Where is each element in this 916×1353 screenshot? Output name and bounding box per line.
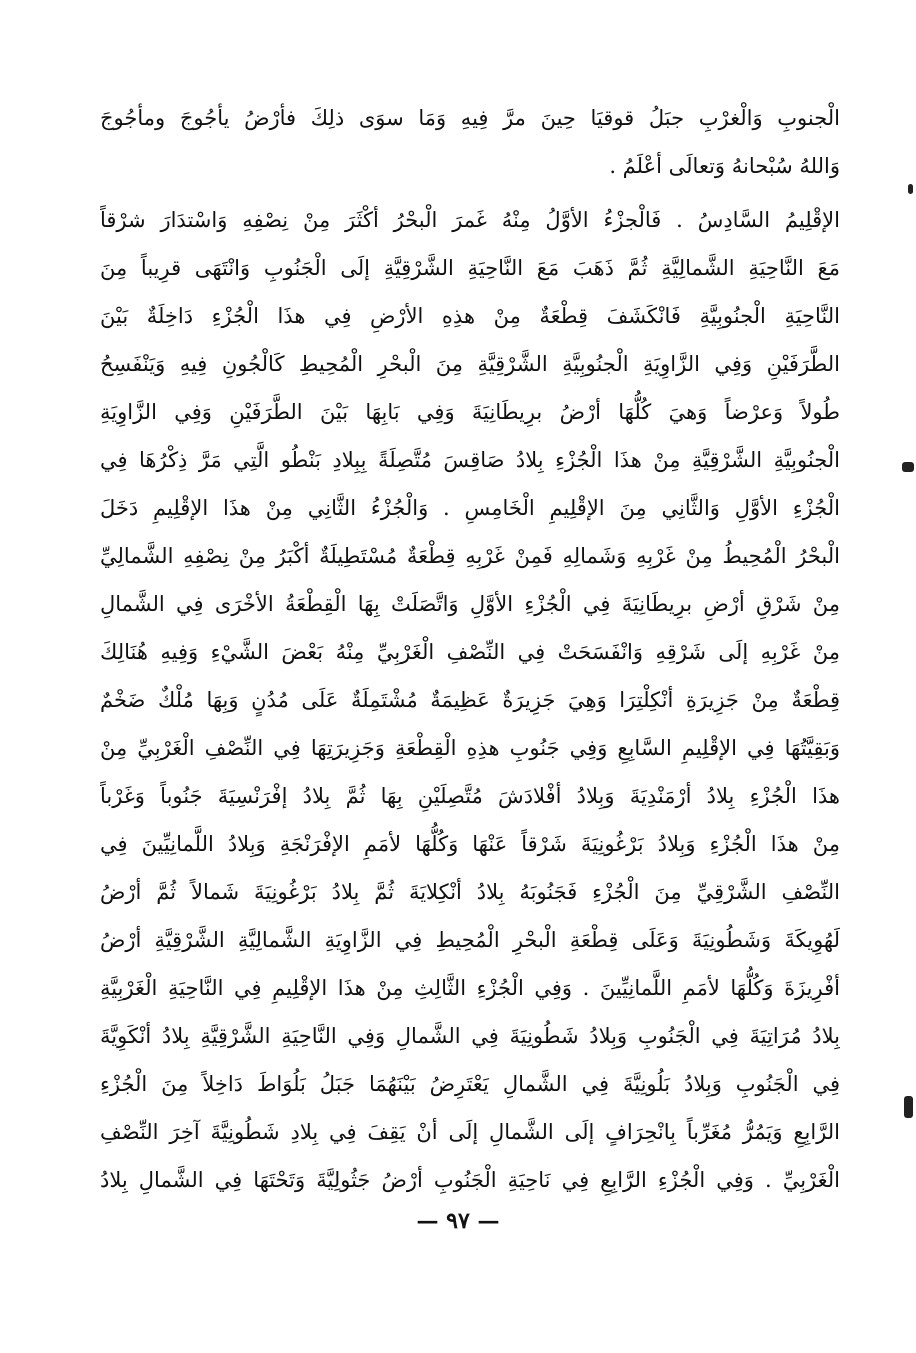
text-line: الإقْلِيمُ السَّادِسُ . فَالْجزْءُ الأوَّلُ مِنْهُ غَمرَ الْبحْرُ أكْثَرَ مِنْ نِصْفِهِ وَاسْتدَارَ شرْقاً bbox=[100, 208, 840, 232]
text-line: الْبحْرُ الْمُحِيطُ مِنْ غَرْبِهِ وَشَمالِهِ فَمِنْ غَرْبِهِ قِطْعَةٌ مُسْتَطِيلَةٌ أكْبَرُ مِنْ نِصْفِهِ الشَّمالِيِّ bbox=[100, 544, 840, 568]
scan-edge-mark bbox=[902, 462, 914, 472]
text-line: بِلادُ مُرَاتِيَةَ فِي الْجَنُوبِ وَبِلادُ شَطُونِيَةَ فِي الشَّمالِ وَفِي النَّاحِيَةِ الشَّرْقِيَّةِ بِلادُ أنْكَوِيَّةَ bbox=[100, 1024, 840, 1048]
page-number: — ٩٧ — bbox=[416, 1208, 500, 1234]
text-line: وَاللهُ سُبْحانهُ وَتعالَى أعْلَمُ . bbox=[609, 154, 840, 178]
text-line: الْجنوبِ وَالْغرْبِ جبَلُ قوقيَا حِينَ مرَّ فِيهِ وَمَا سوَى ذلِكَ فأرْضُ يأجُوجَ ومأجُوجَ bbox=[100, 106, 840, 130]
text-line: الرَّابِعِ وَيَمُرُّ مُغَرِّباً بِانْحِرَافٍ إلَى الشَّمالِ إلَى أنْ يَقِفَ فِي بِلادِ شَطُونِيَّةَ آخِرَ النِّصْفِ bbox=[100, 1120, 840, 1144]
text-line: وَبَقِيَّتُهَا فِي الإقْلِيمِ السَّابِعِ وَفِي جَنُوبِ هذِهِ الْقِطْعَةِ وَجَزِيرَتِهَا فِي النِّصْفِ الْغَرْبِيِّ مِنْ bbox=[100, 736, 840, 760]
scan-edge-mark bbox=[904, 1096, 913, 1118]
text-line: أفْرِيزَةَ وَكُلُّهَا لأمَمِ اللَّمانِيِّينَ . وَفِي الْجُزْءِ الثَّالِثِ مِنْ هذَا الإقْلِيمِ فِي النَّاحِيَةِ الْغَرْبِيَّةِ bbox=[100, 976, 840, 1000]
text-line: قِطْعَةٌ مِنْ جَزِيرَةِ أنْكِلْتِرَا وَهِيَ جَزِيرَةٌ عَظِيمَةٌ مُشْتَمِلَةٌ عَلَى مُدُنٍ وَبِهَا مُلْكٌ ضَخْمٌ bbox=[100, 688, 840, 712]
text-line: طُولاً وَعرْضاً وَهيَ كُلُّهَا أرْضُ برِيطَانِيَةَ وَفِي بَابِهَا بَيْنَ الطَّرَفَيْنِ وَفِي الزَّاوِيَةِ bbox=[100, 400, 840, 424]
text-line: مِنْ غَرْبِهِ إلَى شَرْقِهِ وَانْفَسَحَتْ فِي النِّصْفِ الْغَرْبِيِّ مِنْهُ بَعْضَ الشَّيْءِ وَفِيهِ هُنَالِكَ bbox=[100, 640, 840, 664]
paragraph-continuation bbox=[100, 94, 840, 190]
text-line: لَهُوِيكَةَ وَشَطُونِيَةَ وَعَلَى قِطْعَةِ الْبحْرِ الْمُحِيطِ فِي الزَّاوِيَةِ الشَّمالِيَّةِ الشَّرْقِيَّةِ أرْضُ bbox=[100, 928, 840, 952]
text-line: الطَّرَفَيْنِ وَفِي الزَّاوِيَةِ الْجنُوبِيَّةِ الشَّرْقِيَّةِ مِنَ الْبحْرِ الْمُحِيطِ كَالْجُونِ فِيهِ وَيَنْفَسِحُ bbox=[100, 352, 840, 376]
text-line: الْغَرْبِيِّ . وَفِي الْجُزْءِ الرَّابِعِ فِي نَاحِيَةِ الْجَنُوبِ أرْضُ جَثُولِيَّةَ وَتَحْتَهَا فِي الشَّمالِ بِلادُ bbox=[100, 1168, 840, 1192]
text-line: مِنْ هذَا الْجُزْءِ وَبِلادُ بَرْغُونِيَةَ شَرْقاً عَنْهَا وَكُلُّهَا لأمَمِ الإفْرَنْجَةِ وَبِلادُ اللَّمانِيِّينَ فِي bbox=[100, 832, 840, 856]
paragraph-sixth-clime bbox=[100, 196, 840, 1204]
text-line: فِي الْجَنُوبِ وَبِلادُ بَلُونِيَّةَ فِي الشَّمالِ يَعْتَرِضُ بَيْنَهُمَا جَبَلُ بَلُوَاطَ دَاخِلاً مِنَ الْجُزْءِ bbox=[100, 1072, 840, 1096]
text-line: النَّاحِيَةِ الْجنُوبِيَّةِ فَانْكَشَفَ قِطْعَةٌ مِنْ هذِهِ الأرْضِ فِي هذَا الْجُزْءِ دَاخِلَةٌ بَيْنَ bbox=[100, 304, 840, 328]
scan-edge-mark bbox=[908, 184, 913, 194]
text-line: النِّصْفِ الشَّرْقِيِّ مِنَ الْجُزْءِ فَجَنُوبَهُ بِلادُ أنْكِلايَةَ ثُمَّ بِلادُ بَرْغُونِيَةَ شَمالاً ثُمَّ أرْضُ bbox=[100, 880, 840, 904]
text-line: هذَا الْجُزْءِ بِلادُ أرْمَنْدِيَةَ وَبِلادُ أفْلادَشَ مُتَّصِلَيْنِ بِهَا ثُمَّ بِلادُ إفْرَنْسِيَةَ جَنُوباً وَغَرْباً bbox=[100, 784, 840, 808]
text-line: الْجُزْءِ الأوَّلِ وَالثَّانِي مِنَ الإقْلِيمِ الْخَامِسِ . وَالْجُزْءُ الثَّانِي مِنْ هذَا الإقْلِيمِ دَخَلَ bbox=[100, 496, 840, 520]
text-line: مَعَ النَّاحِيَةِ الشَّمالِيَّةِ ثُمَّ ذَهَبَ مَعَ النَّاحِيَةِ الشَّرْقِيَّةِ إلَى الْجَنُوبِ وَانْتَهَى قرِيباً مِنَ bbox=[100, 256, 840, 280]
text-line: الْجنُوبِيَّةِ الشَّرْقِيَّةِ مِنْ هذَا الْجُزْءِ بِلادُ صَاقِسَ مُتَّصِلَةً بِبِلادِ بَنْطُو الَّتِي مَرَّ ذِكْرُهَا فِي bbox=[100, 448, 840, 472]
text-line: مِنْ شَرْقِ أرْضِ برِيطَانِيَةَ فِي الْجُزْءِ الأوَّلِ وَاتَّصَلَتْ بِهَا الْقِطْعَةُ الأخْرَى فِي الشَّمالِ bbox=[100, 592, 840, 616]
